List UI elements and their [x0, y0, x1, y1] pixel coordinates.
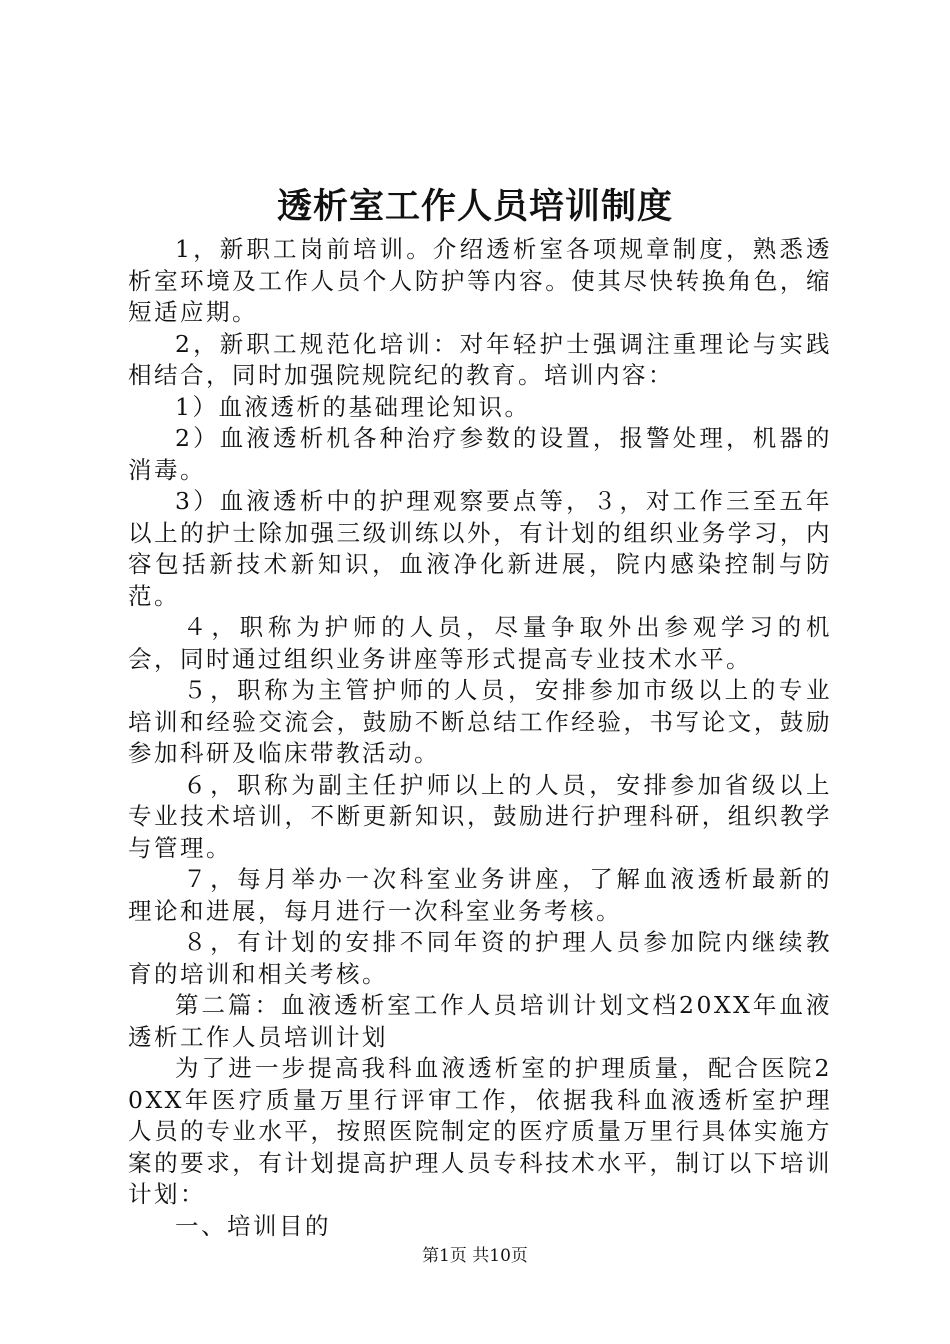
section-heading: 第二篇：血液透析室工作人员培训计划文档20XX年血液透析工作人员培训计划: [128, 991, 832, 1051]
document-body: [128, 234, 832, 1242]
subsection-heading: 一、培训目的: [175, 1211, 331, 1240]
page-footer: 第1页 共10页: [422, 1246, 528, 1266]
paragraph: ４，职称为护师的人员，尽量争取外出参观学习的机会，同时通过组织业务讲座等形式提高专业技术水平。: [128, 613, 832, 673]
paragraph: ７，每月举办一次科室业务讲座，了解血液透析最新的理论和进展，每月进行一次科室业务考核。: [128, 865, 832, 925]
paragraph: 为了进一步提高我科血液透析室的护理质量，配合医院20XX年医疗质量万里行评审工作，依据我科血液透析室护理人员的专业水平，按照医院制定的医疗质量万里行具体实施方案的要求，有计划提高护理人员专科技术水平，制订以下培训计划：: [128, 1054, 832, 1208]
paragraph: 3）血液透析中的护理观察要点等，３，对工作三至五年以上的护士除加强三级训练以外，有计划的组织业务学习，内容包括新技术新知识，血液净化新进展，院内感染控制与防范。: [128, 487, 832, 610]
paragraph: ８，有计划的安排不同年资的护理人员参加院内继续教育的培训和相关考核。: [128, 928, 832, 988]
paragraph: 1，新职工岗前培训。介绍透析室各项规章制度，熟悉透析室环境及工作人员个人防护等内容。使其尽快转换角色，缩短适应期。: [128, 235, 832, 326]
paragraph: 2）血液透析机各种治疗参数的设置，报警处理，机器的消毒。: [128, 424, 832, 484]
paragraph: 1）血液透析的基础理论知识。: [175, 392, 531, 421]
paragraph: ５，职称为主管护师的人员，安排参加市级以上的专业培训和经验交流会，鼓励不断总结工作经验，书写论文，鼓励参加科研及临床带教活动。: [128, 676, 832, 767]
paragraph: 2，新职工规范化培训：对年轻护士强调注重理论与实践相结合，同时加强院规院纪的教育。培训内容：: [128, 329, 832, 389]
paragraph: ６，职称为副主任护师以上的人员，安排参加省级以上专业技术培训，不断更新知识，鼓励进行护理科研，组织教学与管理。: [128, 770, 832, 862]
document-title: 透析室工作人员培训制度: [276, 186, 673, 227]
